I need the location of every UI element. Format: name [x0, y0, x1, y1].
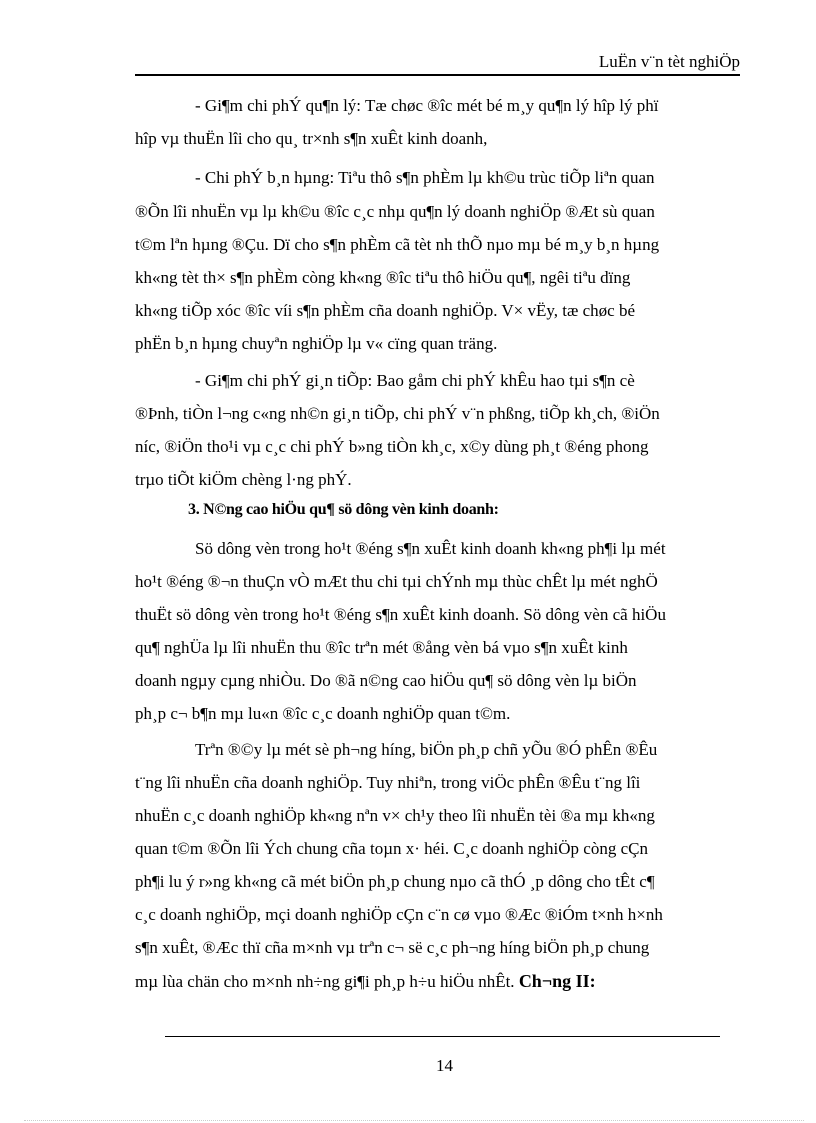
text-line: qu¶ nghÜa lµ lîi nhuËn thu ®îc trªn mét ®ång vèn bá vµo s¶n xuÊt kinh	[135, 638, 628, 657]
text-line: Trªn ®©y lµ mét sè ph¬ng híng, biÖn ph¸p chñ yÕu ®Ó phÊn ®Êu	[195, 740, 658, 759]
text-line: kh«ng tèt th× s¶n phÈm còng kh«ng ®îc tiªu thô hiÖu qu¶, ngêi tiªu dïng	[135, 268, 631, 287]
text-line: thuËt sö dông vèn trong ho¹t ®éng s¶n xuÊt kinh doanh. Sö dông vèn cã hiÖu	[135, 605, 666, 624]
header-title: LuËn v¨n tèt nghiÖp	[598, 52, 740, 71]
text-line: - Gi¶m chi phÝ gi¸n tiÕp: Bao gåm chi phÝ khÊu hao tµi s¶n cè	[195, 371, 635, 390]
text-line-last	[135, 971, 740, 992]
text-line: nhuËn c¸c doanh nghiÖp kh«ng nªn v× ch¹y theo lîi nhuËn tèi ®a mµ kh«ng	[135, 806, 655, 825]
text-line: kh«ng tiÕp xóc ®îc víi s¶n phÈm cña doanh nghiÖp. V× vËy, tæ chøc bé	[135, 301, 635, 320]
text-line: doanh ngµy cµng nhiÒu. Do ®ã n©ng cao hiÖu qu¶ sö dông vèn lµ biÖn	[135, 671, 637, 690]
text-line: quan t©m ®Õn lîi Ých chung cña toµn x· héi. C¸c doanh nghiÖp còng cÇn	[135, 839, 648, 858]
text-line: ho¹t ®éng ®¬n thuÇn vÒ mÆt thu chi tµi chÝnh mµ thùc chÊt lµ mét nghÖ	[135, 572, 658, 591]
text-line: c¸c doanh nghiÖp, mçi doanh nghiÖp cÇn c¨n cø vµo ®Æc ®iÓm t×nh h×nh	[135, 905, 663, 924]
text-line: t©m lªn hµng ®Çu. Dï cho s¶n phÈm cã tèt nh thÕ nµo mµ bé m¸y b¸n hµng	[135, 235, 660, 254]
text-line: trµo tiÕt kiÖm chèng l·ng phÝ.	[135, 470, 352, 489]
section-heading: 3. N©ng cao hiÖu qu¶ sö dông vèn kinh doanh:	[188, 501, 499, 518]
text-line: t¨ng lîi nhuËn cña doanh nghiÖp. Tuy nhiªn, trong viÖc phÊn ®Êu t¨ng lîi	[135, 773, 641, 792]
page-number: 14	[436, 1056, 453, 1075]
text-line: Sö dông vèn trong ho¹t ®éng s¶n xuÊt kinh doanh kh«ng ph¶i lµ mét	[195, 539, 666, 558]
text-line: - Chi phÝ b¸n hµng: Tiªu thô s¶n phÈm lµ kh©u trùc tiÕp liªn quan	[195, 168, 655, 187]
text-line: ®Þnh, tiÒn l¬ng c«ng nh©n gi¸n tiÕp, chi phÝ v¨n phßng, tiÕp kh¸ch, ®iÖn	[135, 404, 660, 423]
text-line: níc, ®iÖn tho¹i vµ c¸c chi phÝ b»ng tiÒn kh¸c, x©y dùng ph¸t ®éng phong	[135, 437, 649, 456]
text-line: ®Õn lîi nhuËn vµ lµ kh©u ®îc c¸c nhµ qu¶n lý doanh nghiÖp ®Æt sù quan	[135, 202, 655, 221]
footer-divider	[165, 1036, 720, 1037]
chapter-label: Ch¬ng II:	[518, 971, 596, 991]
page-boundary	[24, 1120, 804, 1121]
text-line: ph¶i lu ý r»ng kh«ng cã mét biÖn ph¸p chung nµo cã thÓ ¸p dông cho tÊt c¶	[135, 872, 655, 891]
text-line: phËn b¸n hµng chuyªn nghiÖp lµ v« cïng quan träng.	[135, 334, 498, 353]
text-line: mµ lùa chän cho m×nh nh÷ng gi¶i ph¸p h÷u hiÖu nhÊt.	[135, 972, 515, 991]
text-line: - Gi¶m chi phÝ qu¶n lý: Tæ chøc ®îc mét bé m¸y qu¶n lý hîp lý phï	[195, 96, 659, 115]
text-line: s¶n xuÊt, ®Æc thï cña m×nh vµ trªn c¬ së c¸c ph¬ng híng biÖn ph¸p chung	[135, 938, 650, 957]
page-header	[135, 50, 740, 76]
text-line: ph¸p c¬ b¶n mµ lu«n ®îc c¸c doanh nghiÖp quan t©m.	[135, 704, 511, 723]
text-line: hîp vµ thuËn lîi cho qu¸ tr×nh s¶n xuÊt kinh doanh,	[135, 129, 488, 148]
